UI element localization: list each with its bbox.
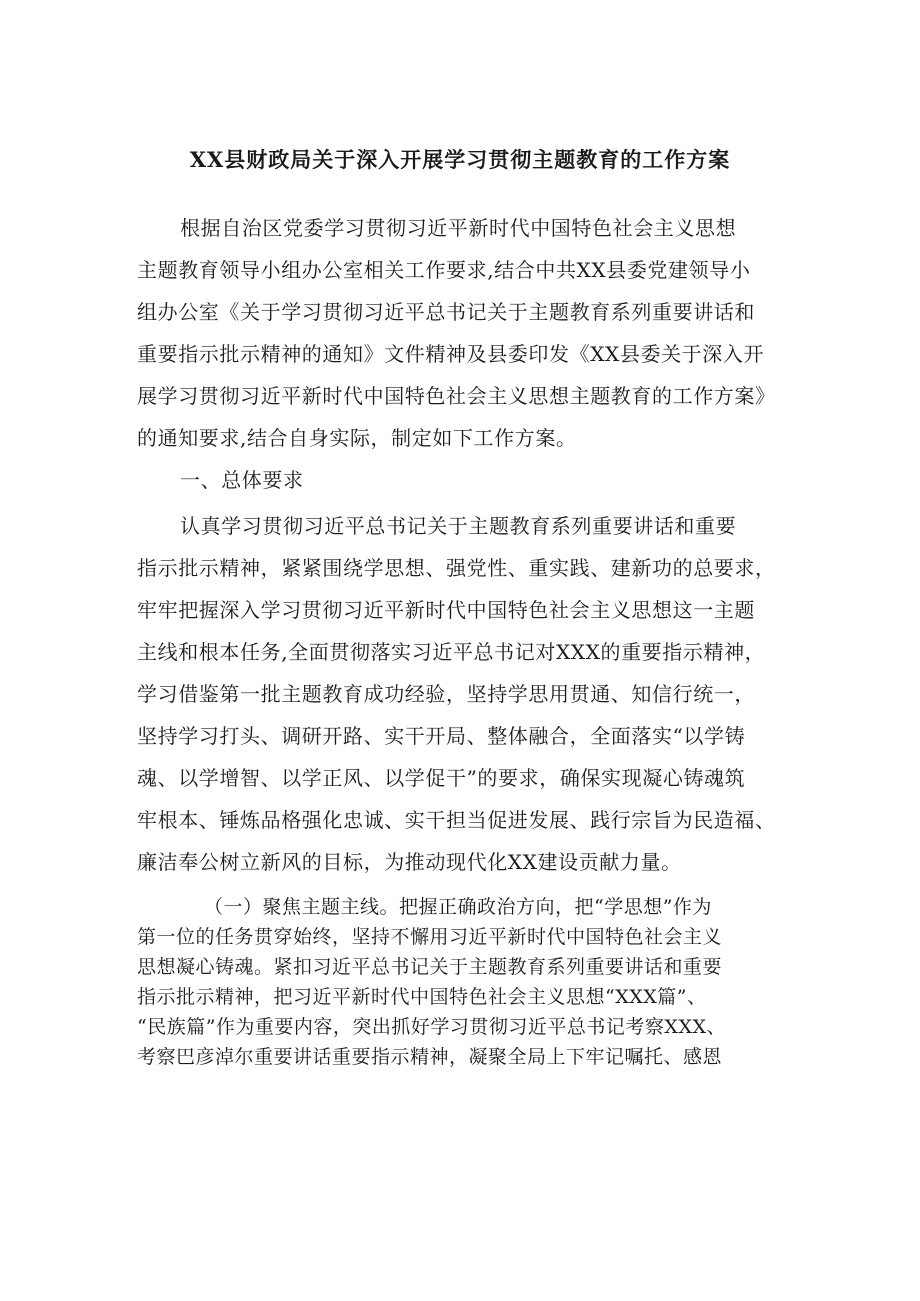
- section-line: 牢根本、锤炼品格强化忠诚、实干担当促进发展、践行宗旨为民造福、: [137, 808, 776, 832]
- intro-line: 主题教育领导小组办公室相关工作要求,结合中共XX县委党建领导小: [137, 258, 751, 282]
- section-line: 指示批示精神，紧紧围绕学思想、强党性、重实践、建新功的总要求，: [137, 556, 776, 580]
- section-line: 学习借鉴第一批主题教育成功经验，坚持学思用贯通、知信行统一，: [137, 682, 755, 706]
- subsection-line: 第一位的任务贯穿始终，坚持不懈用习近平新时代中国特色社会主义: [137, 926, 723, 948]
- section-heading: 一、总体要求: [180, 468, 304, 492]
- intro-line: 重要指示批示精神的通知》文件精神及县委印发《XX县委关于深入开: [137, 342, 765, 366]
- subsection-line: （一）聚焦主题主线。把握正确政治方向，把“学思想”作为: [204, 896, 712, 918]
- subsection-line: 考察巴彦淖尔重要讲话重要指示精神，凝聚全局上下牢记嘱托、感恩: [137, 1046, 723, 1068]
- document-title: XX县财政局关于深入开展学习贯彻主题教育的工作方案: [189, 147, 731, 172]
- subsection-line: “民族篇”作为重要内容，突出抓好学习贯彻习近平总书记考察XXX、: [137, 1016, 727, 1038]
- section-line: 坚持学习打头、调研开路、实干开局、整体融合，全面落实“以学铸: [137, 724, 746, 748]
- section-line: 主线和根本任务,全面贯彻落实习近平总书记对XXX的重要指示精神，: [137, 640, 766, 664]
- intro-line: 根据自治区党委学习贯彻习近平新时代中国特色社会主义思想: [180, 216, 737, 240]
- subsection-line: 指示批示精神，把习近平新时代中国特色社会主义思想“XXX篇”、: [137, 986, 707, 1008]
- section-line: 牢牢把握深入学习贯彻习近平新时代中国特色社会主义思想这一主题: [137, 598, 755, 622]
- intro-line: 组办公室《关于学习贯彻习近平总书记关于主题教育系列重要讲话和: [137, 300, 755, 324]
- section-line: 认真学习贯彻习近平总书记关于主题教育系列重要讲话和重要: [180, 514, 737, 538]
- subsection-line: 思想凝心铸魂。紧扣习近平总书记关于主题教育系列重要讲话和重要: [137, 956, 723, 978]
- section-line: 廉洁奉公树立新风的目标，为推动现代化XX建设贡献力量。: [137, 850, 682, 874]
- intro-line: 展学习贯彻习近平新时代中国特色社会主义思想主题教育的工作方案》: [137, 384, 776, 408]
- section-line: 魂、以学增智、以学正风、以学促干”的要求，确保实现凝心铸魂筑: [137, 766, 746, 790]
- intro-line: 的通知要求,结合自身实际，制定如下工作方案。: [137, 426, 577, 450]
